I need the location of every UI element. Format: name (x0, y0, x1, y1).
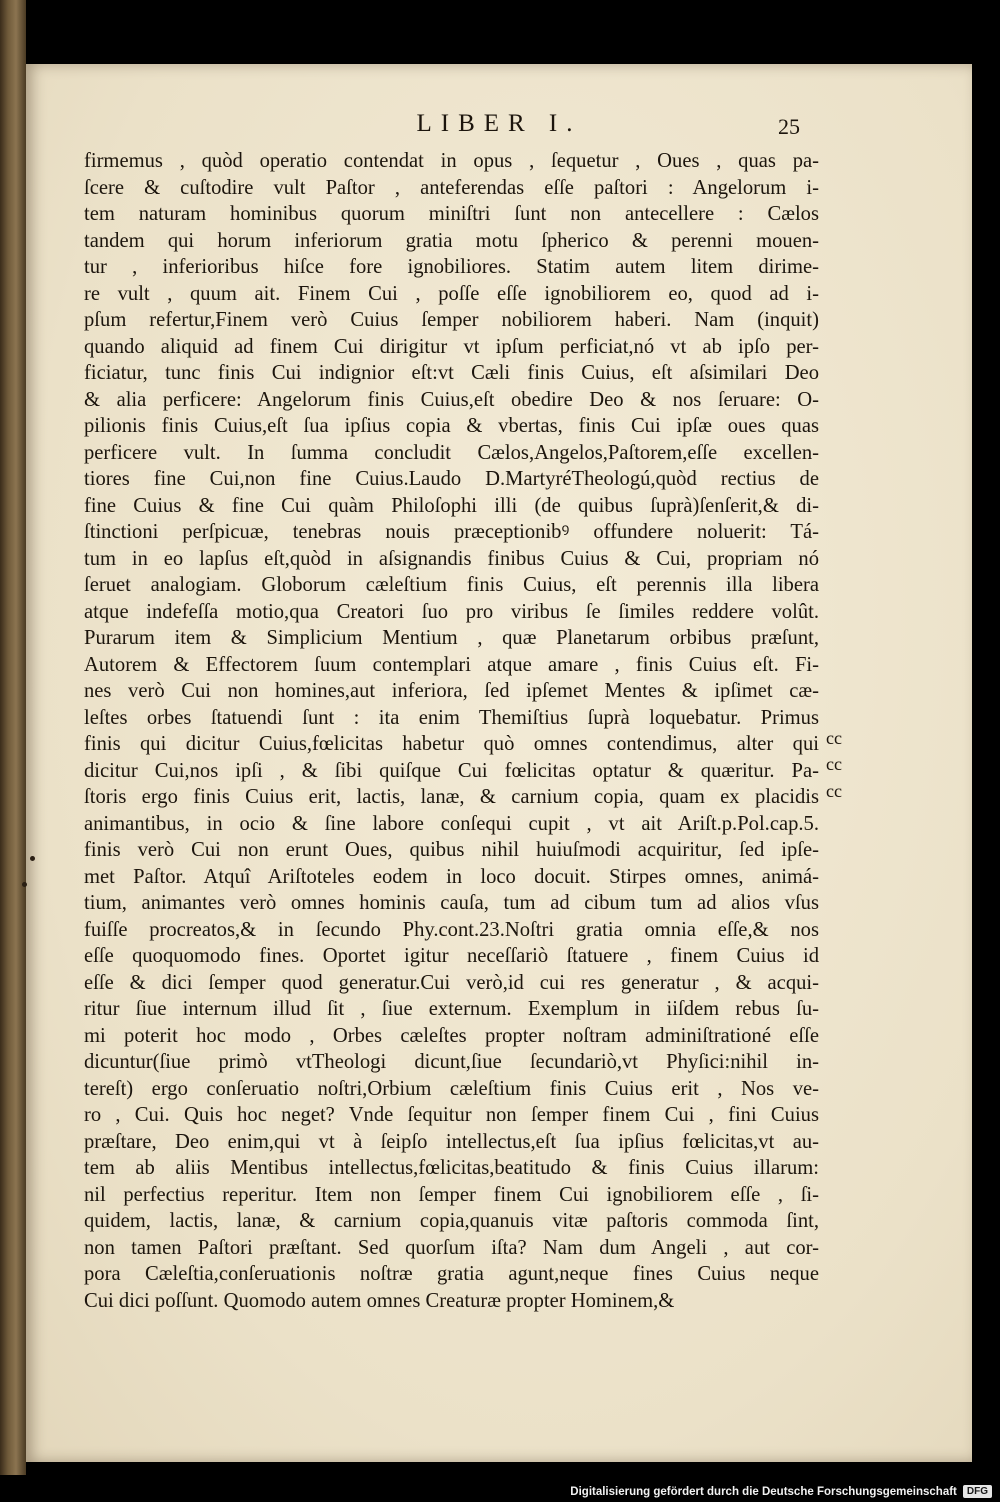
text-line: pſum refertur,Finem verò Cuius ſemper nobiliorem haberi. Nam (inquit) (84, 309, 819, 331)
text-line: nes verò Cui non homines,aut inferiora, ſed ipſemet Mentes & ipſimet cæ- (84, 680, 819, 702)
text-line: tiores fine Cui,non fine Cuius.Laudo D.MartyréTheologú,quòd rectius de (84, 468, 819, 490)
text-line: firmemus , quòd operatio contendat in opus , ſequetur , Oues , quas pa- (84, 150, 819, 172)
text-line: re vult , quum ait. Finem Cui , poſſe eſſe ignobiliorem eo, quod ad i- (84, 282, 819, 305)
text-line: non tamen Paſtori præſtant. Sed quorſum iſta? Nam dum Angeli , aut cor- (84, 1236, 819, 1259)
text-line: tur , inferioribus hiſce fore ignobiliores. Statim autem litem dirime- (84, 256, 819, 278)
margin-dot-mark (22, 882, 27, 887)
text-line: Cui dici poſſunt. Quomodo autem omnes Creaturæ propter Hominem,& (84, 1289, 675, 1312)
text-line: fuiſſe procreatos,& in ſecundo Phy.cont.23.Noſtri gratia omnia eſſe,& nos (84, 918, 819, 941)
text-line: ficiatur, tunc finis Cui indignior eſt:vt Cæli finis Cuius, eſt aſsimilari Deo (84, 362, 819, 384)
text-line: nil perfectius reperitur. Item non ſemper finem Cui ignobiliorem eſſe , ſi- (84, 1183, 819, 1206)
marginal-quote-mark: cc (826, 754, 842, 774)
dfg-logo-badge: DFG (963, 1485, 992, 1498)
text-line: fine Cuius & fine Cui quàm Philoſophi illi (de quibus ſuprà)ſenſerit,& di- (84, 494, 819, 517)
marginal-quote-mark: cc (826, 728, 842, 748)
text-line: pora Cæleſtia,conſeruationis noſtræ gratia agunt,neque fines Cuius neque (84, 1263, 819, 1285)
book-page (26, 64, 972, 1462)
text-line: met Paſtor. Atquî Ariſtoteles eodem in loco docuit. Stirpes omnes, animá- (84, 865, 819, 888)
body-text (84, 148, 819, 1314)
text-line: finis verò Cui non erunt Oues, quibus nihil huiuſmodi acquiritur, ſed ipſe- (84, 839, 819, 861)
marginal-quote-mark: cc (826, 781, 842, 801)
running-head: LIBER I. (416, 110, 582, 137)
text-line: ſtoris ergo finis Cuius erit, lactis, lanæ, & carnium copia, quam ex placidis (84, 786, 819, 808)
text-line: Purarum item & Simplicium Mentium , quæ Planetarum orbibus præſunt, (84, 627, 819, 649)
text-line: tandem qui horum inferiorum gratia motu ſpherico & perenni mouen- (84, 229, 819, 252)
page-number: 25 (778, 114, 800, 139)
text-line: tem naturam hominibus quorum miniſtri ſunt non antecellere : Cælos (84, 203, 819, 225)
text-line: eſſe & dici ſemper quod generatur.Cui verò,id cui res generatur , & acqui- (84, 971, 819, 994)
text-line: leſtes orbes ſtatuendi ſunt : ita enim Themiſtius ſuprà loquebatur. Primus (84, 706, 819, 729)
text-line: finis qui dicitur Cuius,fœlicitas habetur quò omnes contendimus, alter qui (84, 733, 819, 755)
text-line: animantibus, in ocio & ſine labore conſequi cupit , vt ait Ariſt.p.Pol.cap.5. (84, 812, 819, 835)
text-line: ſeruet analogiam. Globorum cæleſtium finis Cuius, eſt perennis illa libera (84, 574, 819, 596)
text-line: quando aliquid ad finem Cui dirigitur vt ipſum perficiat,nó vt ab ipſo per- (84, 335, 819, 358)
book-gutter-edge (0, 0, 26, 1475)
text-line: tium, animantes verò omnes hominis cauſa, tum ad cibum tum ad alios vſus (84, 892, 819, 914)
text-line: præſtare, Deo enim,qui vt à ſeipſo intellectus,eſt ſua ipſius fœlicitas,vt au- (84, 1130, 819, 1153)
text-line: ſcere & cuſtodire vult Paſtor , anteferendas eſſe paſtori : Angelorum i- (84, 176, 819, 199)
text-line: dicuntur(ſiue primò vtTheologi dicunt,ſiue ſecundariò,vt Phyſici:nihil in- (84, 1051, 819, 1073)
text-line: Autorem & Effectorem ſuum contemplari atque amare , finis Cuius eſt. Fi- (84, 653, 819, 676)
text-line: ritur ſiue internum illud ſit , ſiue externum. Exemplum in iiſdem rebus ſu- (84, 998, 819, 1020)
text-line: dicitur Cui,nos ipſi , & ſibi quiſque Cui fœlicitas optatur & quæritur. Pa- (84, 759, 819, 782)
text-line: mi poterit hoc modo , Orbes cæleſtes propter noſtram adminiſtrationé eſſe (84, 1024, 819, 1047)
footer (570, 1485, 992, 1498)
text-line: tereſt) ergo conſeruatio noſtri,Orbium cæleſtium finis Cuius erit , Nos ve- (84, 1077, 819, 1100)
text-line: perficere vult. In ſumma concludit Cælos,Angelos,Paſtorem,eſſe excellen- (84, 441, 819, 464)
text-line: ſtinctioni perſpicuæ, tenebras nouis præceptionibꝰ offundere noluerit: Tá- (84, 521, 819, 543)
text-line: tum in eo lapſus eſt,quòd in aſsignandis finibus Cuius & Cui, propriam nó (84, 547, 819, 570)
margin-dot-mark (30, 856, 35, 861)
text-line: tem ab aliis Mentibus intellectus,fœlicitas,beatitudo & finis Cuius illarum: (84, 1157, 819, 1179)
text-line: pilionis finis Cuius,eſt ſua ipſius copia & vbertas, finis Cui ipſæ oues quas (84, 415, 819, 437)
text-line: & alia perficere: Angelorum finis Cuius,eſt obedire Deo & nos ſeruare: O- (84, 388, 819, 411)
footer-credit: Digitalisierung gefördert durch die Deutsche Forschungsgemeinschaft (570, 1485, 957, 1498)
text-line: atque indefeſſa motio,qua Creatori ſuo pro viribus ſe ſimiles reddere volût. (84, 600, 819, 623)
text-line: eſſe quoquomodo fines. Oportet igitur neceſſariò ſtatuere , finem Cuius id (84, 945, 819, 967)
text-line: ro , Cui. Quis hoc neget? Vnde ſequitur non ſemper finem Cui , fini Cuius (84, 1104, 819, 1126)
text-line: quidem, lactis, lanæ, & carnium copia,quanuis vitæ paſtoris commoda ſint, (84, 1210, 819, 1232)
